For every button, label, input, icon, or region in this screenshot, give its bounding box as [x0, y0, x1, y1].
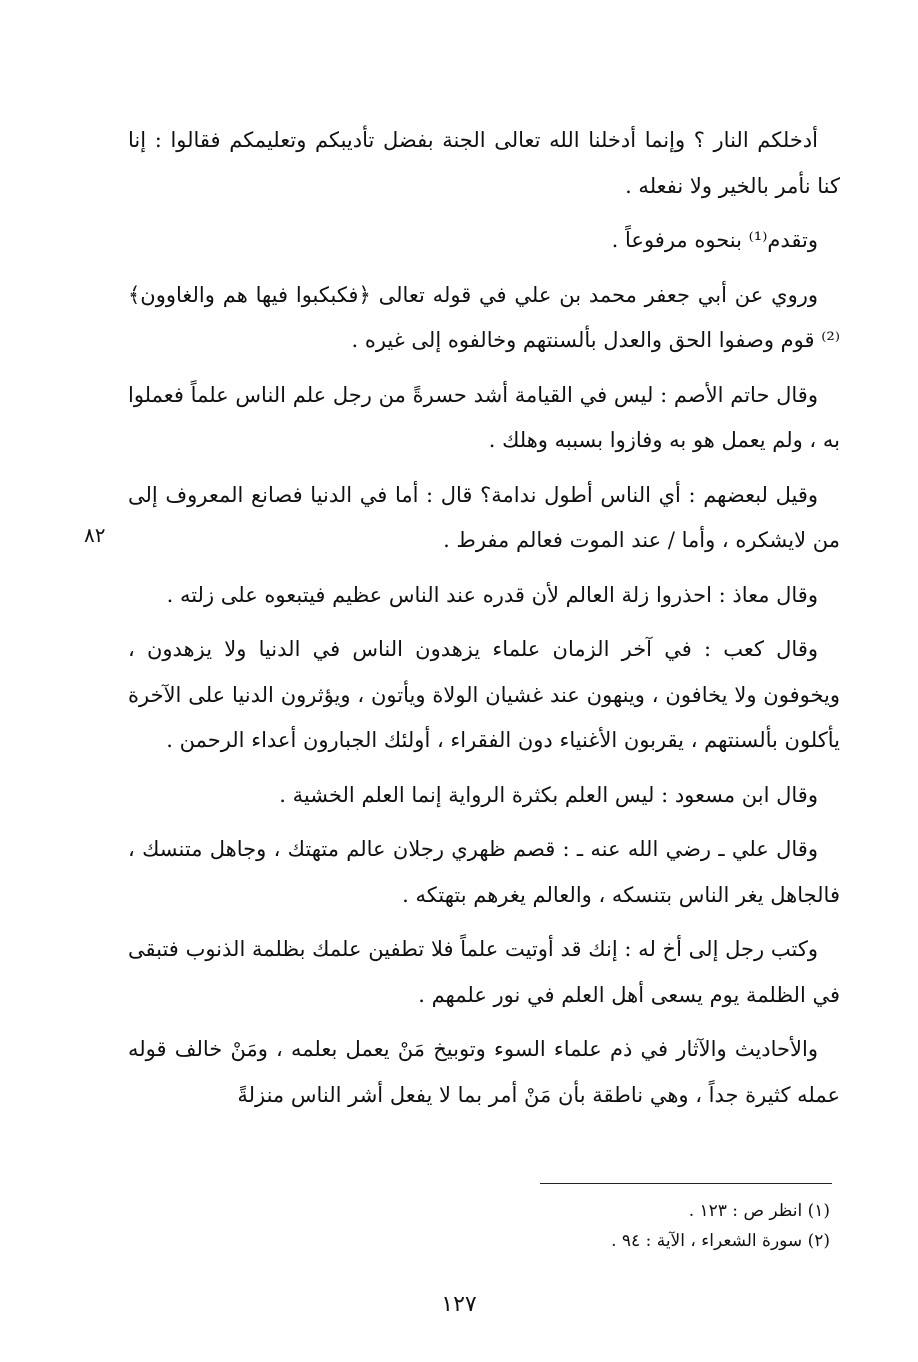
manuscript-folio-marker: ٨٢	[84, 523, 106, 547]
paragraph: وقيل لبعضهم : أي الناس أطول ندامة؟ قال : أما في الدنيا فصانع المعروف إلى من لايشكره ، وأما / عند الموت فعالم مفرط .	[128, 482, 840, 552]
paragraph: وقال معاذ : احذروا زلة العالم لأن قدره عند الناس عظيم فيتبعوه على زلته .	[166, 582, 818, 607]
paragraph: وروي عن أبي جعفر محمد بن علي في قوله تعالى ﴿فكبكبوا فيها هم والغاوون﴾ ⁽²⁾ قوم وصفوا الحق والعدل بألسنتهم وخالفوه إلى غيره .	[128, 282, 840, 352]
paragraph: وقال كعب : في آخر الزمان علماء يزهدون الناس في الدنيا ولا يزهدون ، ويخوفون ولا يخافون ، وينهون عند غشيان الولاة ويأتون ، ويؤثرون الدنيا على الآخرة يأكلون بألسنتهم ، يقربون الأغنياء دون الفقراء ، أولئك الجبارون أعداء الرحمن .	[128, 637, 840, 752]
paragraph: والأحاديث والآثار في ذم علماء السوء وتوبيخ مَنْ يعمل بعلمه ، ومَنْ خالف قوله عمله كثيرة جداً ، وهي ناطقة بأن مَنْ أمر بما لا يفعل أشر الناس منزلةً	[128, 1037, 840, 1107]
footnotes	[480, 1196, 830, 1256]
paragraph: وقال علي ـ رضي الله عنه ـ : قصم ظهري رجلان عالم متهتك ، وجاهل متنسك ، فالجاهل يغر الناس بتنسكه ، والعالم يغرهم بتهتكه .	[128, 837, 840, 907]
paragraph: وتقدم⁽¹⁾ بنحوه مرفوعاً .	[611, 228, 818, 252]
paragraph: أدخلكم النار ؟ وإنما أدخلنا الله تعالى الجنة بفضل تأديبكم وتعليمكم فقالوا : إنا كنا نأمر بالخير ولا نفعله .	[128, 128, 840, 198]
page-number: ١٢٧	[441, 1292, 477, 1317]
footnote-item: (٢) سورة الشعراء ، الآية : ٩٤ .	[611, 1231, 830, 1251]
paragraph: وقال ابن مسعود : ليس العلم بكثرة الرواية إنما العلم الخشية .	[279, 782, 818, 807]
footnote-divider	[540, 1183, 832, 1184]
footnote-item: (١) انظر ص : ١٢٣ .	[688, 1201, 830, 1221]
paragraph: وكتب رجل إلى أخ له : إنك قد أوتيت علماً فلا تطفين علمك بظلمة الذنوب فتبقى في الظلمة يوم يسعى أهل العلم في نور علمهم .	[128, 937, 840, 1007]
paragraph: وقال حاتم الأصم : ليس في القيامة أشد حسرةً من رجل علم الناس علماً فعملوا به ، ولم يعمل هو به وفازوا بسببه وهلك .	[128, 382, 840, 452]
main-text	[128, 118, 840, 1127]
